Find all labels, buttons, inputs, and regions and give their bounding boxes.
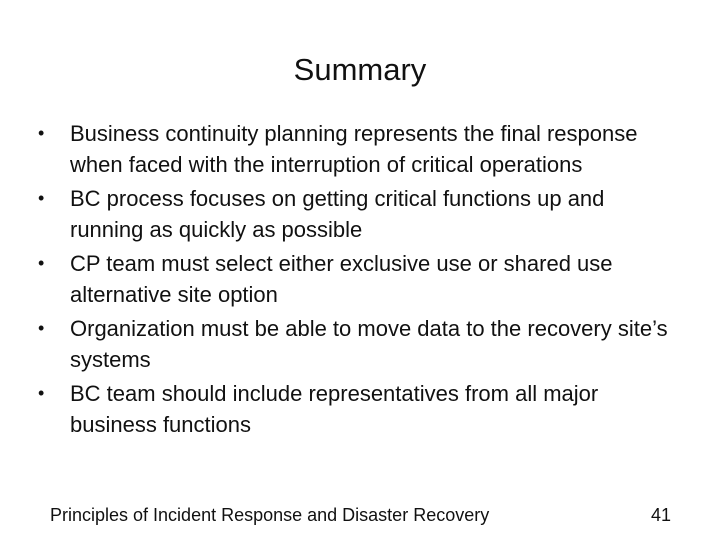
slide-title-text: Summary	[293, 52, 427, 87]
bullet-icon: •	[38, 383, 45, 403]
bullet-item	[38, 183, 678, 245]
bullet-item	[38, 248, 678, 310]
bullet-icon: •	[38, 253, 45, 273]
bullet-text: Business continuity planning represents the final response when faced with the interruption of critical operations	[70, 121, 638, 177]
bullet-list	[38, 118, 678, 443]
bullet-text: Organization must be able to move data to the recovery site’s systems	[70, 316, 668, 372]
bullet-icon: •	[38, 318, 45, 338]
bullet-item	[38, 118, 678, 180]
bullet-text: CP team must select either exclusive use or shared use alternative site option	[70, 251, 613, 307]
bullet-icon: •	[38, 188, 45, 208]
footer-text: Principles of Incident Response and Disaster Recovery	[50, 505, 490, 525]
bullet-item	[38, 313, 678, 375]
bullet-icon: •	[38, 123, 45, 143]
slide-footer	[0, 500, 720, 530]
bullet-item	[38, 378, 678, 440]
bullet-text: BC team should include representatives from all major business functions	[70, 381, 599, 437]
bullet-text: BC process focuses on getting critical functions up and running as quickly as possible	[70, 186, 605, 242]
slide-title	[0, 50, 720, 90]
page-number: 41	[650, 505, 671, 525]
